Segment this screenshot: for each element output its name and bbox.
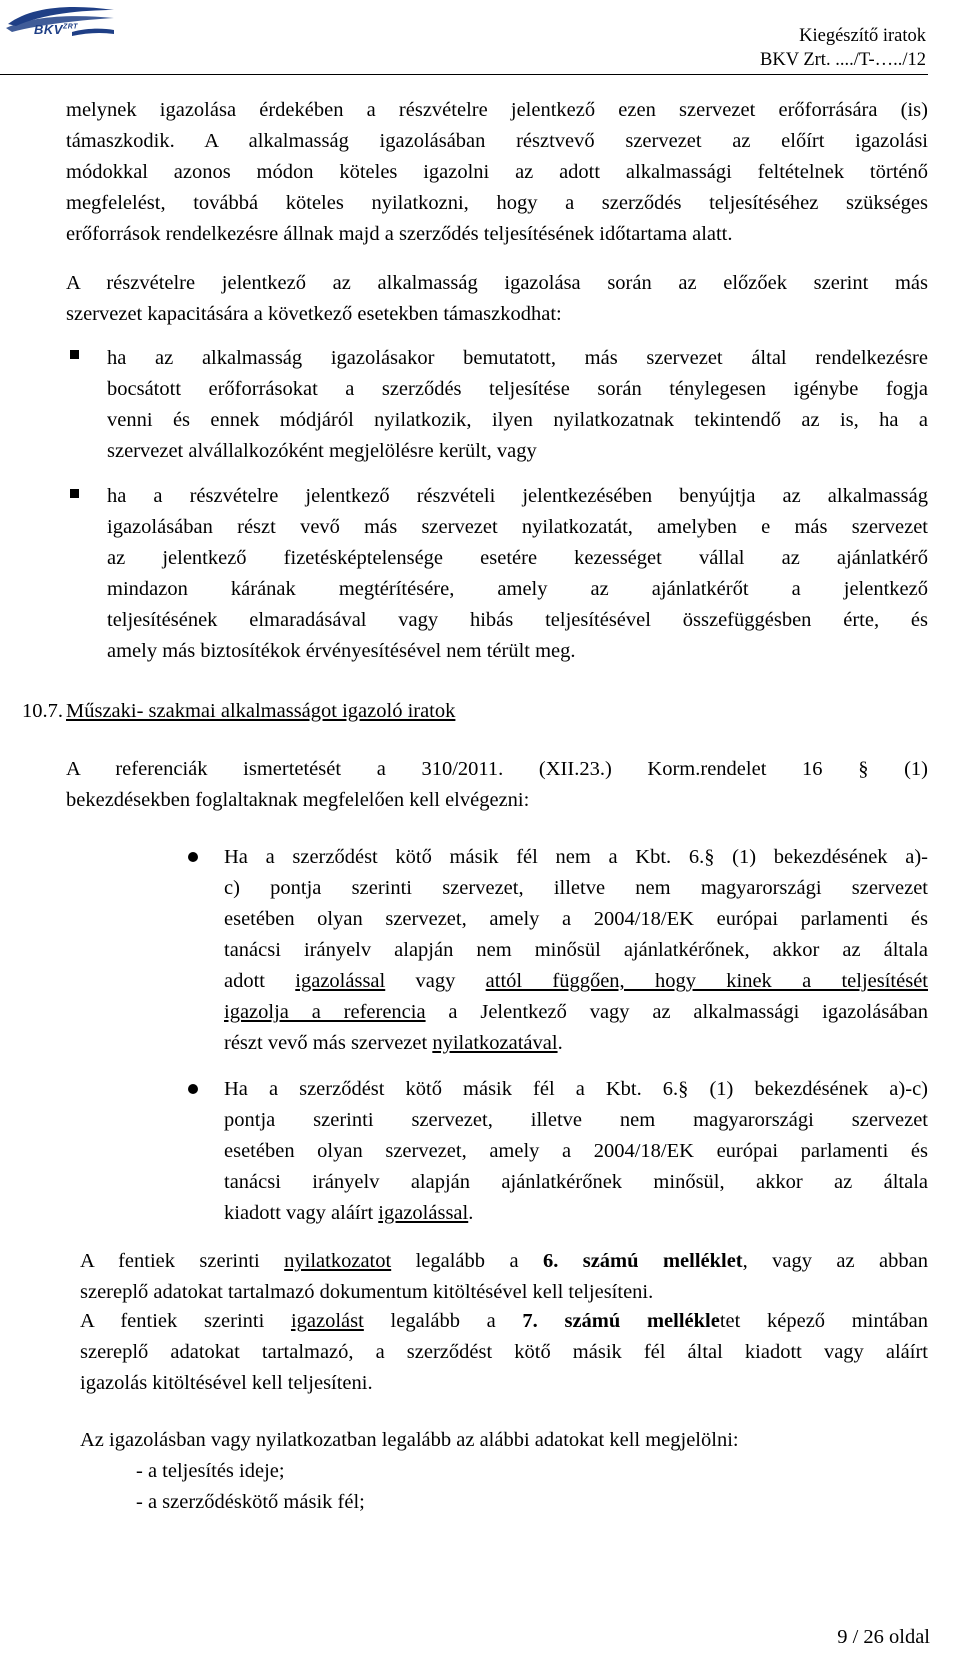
text-line: módokkal azonos módon köteles igazolni az adott alkalmassági feltételnek történő xyxy=(66,161,928,183)
text-line: igazolja a referencia a Jelentkező vagy az alkalmassági igazolásában xyxy=(224,1001,928,1023)
text-line: venni és ennek módjáról nyilatkozik, ilyen nyilatkozatnak tekintendő az is, ha a xyxy=(107,409,928,431)
text-line: A fentiek szerinti igazolást legalább a 7. számú mellékletet képező mintában xyxy=(80,1310,928,1332)
text-line: bekezdésekben foglaltaknak megfelelően kell elvégezni: xyxy=(66,789,530,811)
text-line: pontja szerinti szervezet, illetve nem magyarországi szervezet xyxy=(224,1109,928,1131)
header-title: Kiegészítő iratok xyxy=(799,26,926,46)
square-bullet-icon xyxy=(70,350,79,359)
bkv-logo xyxy=(2,4,118,44)
paragraph-references-intro xyxy=(66,754,928,816)
logo-text: $BKV^{ZRT}$ xyxy=(34,22,78,37)
annex-reference: 6. számú melléklet xyxy=(542,1250,743,1272)
text-line: Az igazolásban vagy nyilatkozatban legalább az alábbi adatokat kell megjelölni: xyxy=(80,1429,739,1451)
annex-reference: 7. számú mellékle xyxy=(522,1310,720,1332)
text-line: adott igazolással vagy attól függően, hogy kinek a teljesítését xyxy=(224,970,928,992)
section-title: Műszaki- szakmai alkalmasságot igazoló iratok xyxy=(66,700,456,722)
text-line: teljesítésének elmaradásával vagy hibás teljesítésével összefüggésben érte, és xyxy=(107,609,928,631)
header-doc-ref: BKV Zrt. ..../T-…../12 xyxy=(760,50,926,70)
text-line: szervezet kapacitására a következő esetekben támaszkodhat: xyxy=(66,303,562,325)
underlined-term: nyilatkozatával xyxy=(432,1032,558,1054)
underlined-term: attól függően, hogy kinek a teljesítését xyxy=(485,970,928,992)
underlined-term: nyilatkozatot xyxy=(284,1250,392,1272)
text-line: erőforrások rendelkezésre állnak majd a szerződés teljesítésének időtartama alatt. xyxy=(66,223,733,245)
section-title-wrap xyxy=(66,696,455,727)
paragraph-resource-reliance xyxy=(66,95,928,250)
text-line: részt vevő más szervezet nyilatkozatával. xyxy=(224,1032,563,1054)
underlined-term: igazolással xyxy=(378,1202,469,1224)
text-line: A részvételre jelentkező az alkalmasság igazolása során az előzőek szerint más xyxy=(66,272,928,294)
paragraph-annex-6 xyxy=(80,1246,928,1308)
list-item: - a teljesítés ideje; xyxy=(136,1460,285,1482)
underlined-term: igazolást xyxy=(290,1310,364,1332)
text-line: ha az alkalmasság igazolásakor bemutatott, más szervezet által rendelkezésre xyxy=(107,347,928,369)
text-line: c) pontja szerinti szervezet, illetve nem magyarországi szervezet xyxy=(224,877,928,899)
round-bullet-icon xyxy=(188,1084,198,1094)
paragraph-required-data xyxy=(80,1425,928,1456)
text-line: amely más biztosítékok érvényesítésével nem térült meg. xyxy=(107,640,576,662)
header-info xyxy=(760,24,926,72)
list-item: - a szerződéskötő másik fél; xyxy=(136,1491,365,1513)
reference-item-2 xyxy=(224,1074,928,1229)
section-number: 10.7. xyxy=(22,700,63,722)
text-line: ha a részvételre jelentkező részvételi jelentkezésében benyújtja az alkalmasság xyxy=(107,485,928,507)
text-line: szereplő adatokat tartalmazó, a szerződést kötő másik fél által kiadott vagy aláírt xyxy=(80,1341,928,1363)
reference-item-1 xyxy=(224,842,928,1059)
underlined-term: igazolja a referencia xyxy=(224,1001,426,1023)
paragraph-capacity-cases xyxy=(66,268,928,330)
text-line: melynek igazolása érdekében a részvételre jelentkező ezen szervezet erőforrására (is) xyxy=(66,99,928,121)
text-line: esetében olyan szervezet, amely a 2004/18/EK európai parlamenti és xyxy=(224,908,928,930)
text-line: A referenciák ismertetését a 310/2011. (XII.23.) Korm.rendelet 16 § (1) xyxy=(66,758,928,780)
text-line: esetében olyan szervezet, amely a 2004/18/EK európai parlamenti és xyxy=(224,1140,928,1162)
text-line: tanácsi irányelv alapján ajánlatkérőnek minősül, akkor az általa xyxy=(224,1171,928,1193)
text-line: támaszkodik. A alkalmasság igazolásában résztvevő szervezet az előírt igazolási xyxy=(66,130,928,152)
header-divider xyxy=(0,74,928,75)
bullet-item-2 xyxy=(107,481,928,667)
text-line: igazolás kitöltésével kell teljesíteni. xyxy=(80,1372,373,1394)
text-line: igazolásában részt vevő más szervezet nyilatkozatát, amelyben e más szervezet xyxy=(107,516,928,538)
text-line: szereplő adatokat tartalmazó dokumentum kitöltésével kell teljesíteni. xyxy=(80,1281,654,1303)
text-line: tanácsi irányelv alapján nem minősül ajánlatkérőnek, akkor az általa xyxy=(224,939,928,961)
text-line: A fentiek szerinti nyilatkozatot legalább a 6. számú melléklet, vagy az abban xyxy=(80,1250,928,1272)
underlined-term: igazolással xyxy=(295,970,386,992)
page-number: 9 / 26 oldal xyxy=(837,1626,930,1648)
text-line: kiadott vagy aláírt igazolással. xyxy=(224,1202,474,1224)
text-line: megfelelést, továbbá köteles nyilatkozni, hogy a szerződés teljesítéséhez szükséges xyxy=(66,192,928,214)
paragraph-annex-7 xyxy=(80,1306,928,1399)
square-bullet-icon xyxy=(70,489,79,498)
bullet-item-1 xyxy=(107,343,928,467)
required-data-list xyxy=(136,1456,836,1518)
text-line: szervezet alvállalkozóként megjelölésre került, vagy xyxy=(107,440,537,462)
text-line: Ha a szerződést kötő másik fél a Kbt. 6.§ (1) bekezdésének a)-c) xyxy=(224,1078,928,1100)
section-heading xyxy=(22,696,63,727)
text-line: mindazon kárának megtérítésére, amely az ajánlatkérőt a jelentkező xyxy=(107,578,928,600)
text-line: Ha a szerződést kötő másik fél nem a Kbt. 6.§ (1) bekezdésének a)- xyxy=(224,846,928,868)
round-bullet-icon xyxy=(188,852,198,862)
text-line: az jelentkező fizetésképtelensége esetére kezességet vállal az ajánlatkérő xyxy=(107,547,928,569)
page-header xyxy=(0,0,960,76)
text-line: bocsátott erőforrásokat a szerződés teljesítése során ténylegesen igénybe fogja xyxy=(107,378,928,400)
